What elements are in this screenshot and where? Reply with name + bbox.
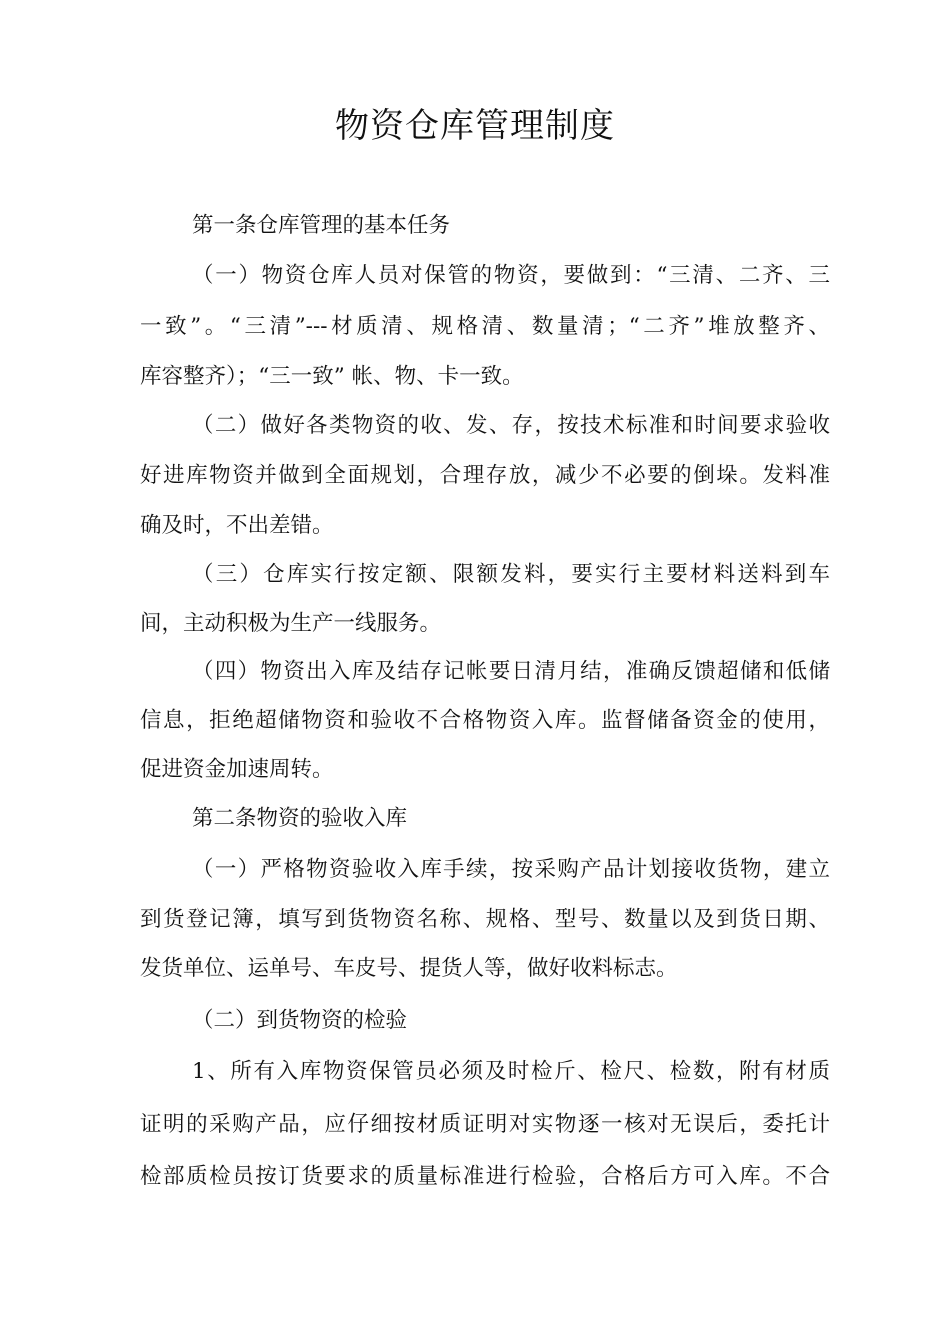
paragraph-line: 证明的采购产品，应仔细按材质证明对实物逐一核对无误后，委托计 xyxy=(140,1112,830,1137)
paragraph-line: （三）仓库实行按定额、限额发料，要实行主要材料送料到车 xyxy=(192,562,830,587)
paragraph-line: （二）做好各类物资的收、发、存，按技术标准和时间要求验收 xyxy=(192,413,830,438)
paragraph-line: 到货登记簿，填写到货物资名称、规格、型号、数量以及到货日期、 xyxy=(140,907,830,932)
paragraph-line: （四）物资出入库及结存记帐要日清月结，准确反馈超储和低储 xyxy=(192,659,830,684)
paragraph-line: 信息，拒绝超储物资和验收不合格物资入库。监督储备资金的使用， xyxy=(140,708,830,733)
article-2-heading: 第二条物资的验收入库 xyxy=(192,806,408,831)
article-1-heading: 第一条仓库管理的基本任务 xyxy=(192,213,451,238)
paragraph-line: 好进库物资并做到全面规划，合理存放，减少不必要的倒垛。发料准 xyxy=(140,463,830,488)
section-heading: （二）到货物资的检验 xyxy=(192,1008,408,1033)
paragraph-line: 确及时，不出差错。 xyxy=(140,513,334,538)
paragraph-line: 库容整齐）；“三一致” 帐、物、卡一致。 xyxy=(140,364,524,389)
paragraph-line: （一）物资仓库人员对保管的物资，要做到：“三清、二齐、三 xyxy=(192,263,830,288)
paragraph-line: 发货单位、运单号、车皮号、提货人等，做好收料标志。 xyxy=(140,956,678,981)
paragraph-line: （一）严格物资验收入库手续，按采购产品计划接收货物，建立 xyxy=(192,857,830,882)
paragraph-line: 检部质检员按订货要求的质量标准进行检验，合格后方可入库。不合 xyxy=(140,1164,830,1189)
document-title: 物资仓库管理制度 xyxy=(335,106,615,146)
paragraph-line: 促进资金加速周转。 xyxy=(140,757,334,782)
paragraph-line: 1、所有入库物资保管员必须及时检斤、检尺、检数，附有材质 xyxy=(192,1059,830,1084)
paragraph-line: 一致”。“三清”---材质清、规格清、数量清；“二齐”堆放整齐、 xyxy=(140,314,830,339)
paragraph-line: 间，主动积极为生产一线服务。 xyxy=(140,611,442,636)
